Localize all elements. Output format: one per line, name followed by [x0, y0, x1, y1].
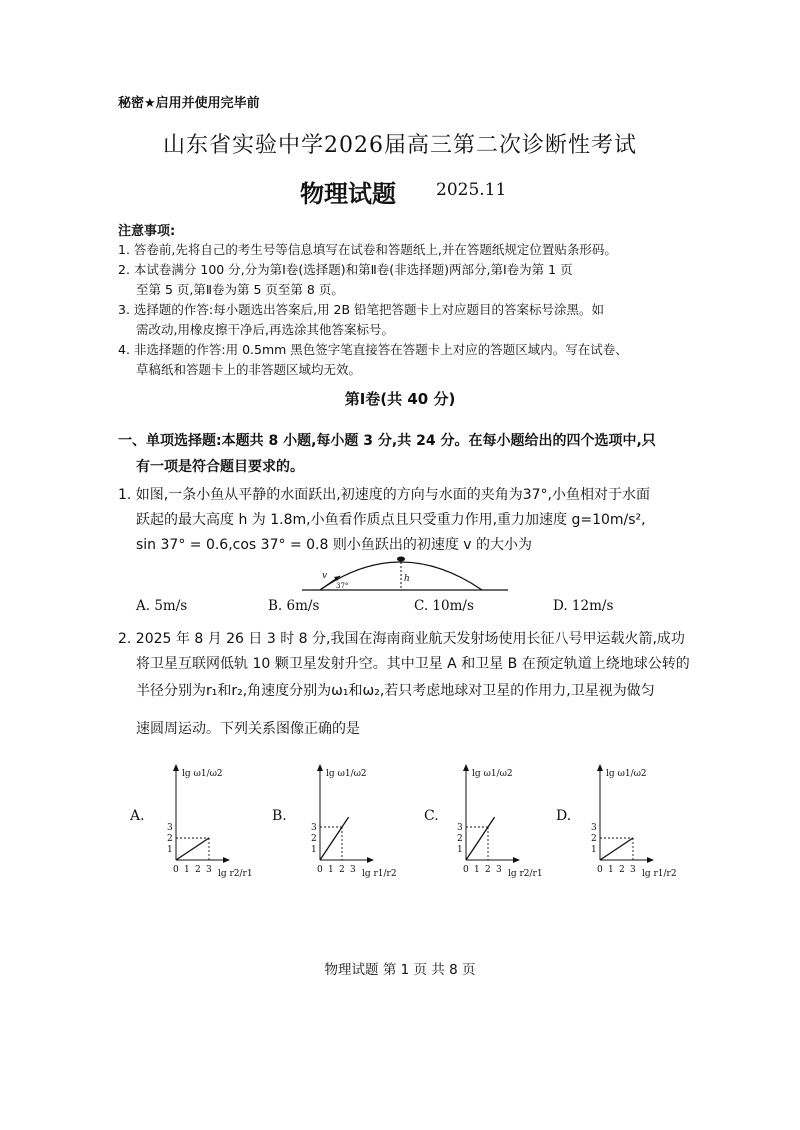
question-2-line-4: 速圆周运动。下列关系图像正确的是 — [136, 721, 360, 737]
x-axis-arrowhead — [367, 857, 374, 863]
x-tick-label: 0 — [317, 865, 323, 875]
height-label: h — [404, 574, 410, 584]
y-axis-label: lg ω1/ω2 — [182, 769, 223, 779]
q1-option-c: C. 10m/s — [414, 598, 474, 614]
y-tick-label: 3 — [591, 823, 597, 833]
confidential-label: 秘密★启用并使用完毕前 — [118, 96, 260, 111]
data-line — [466, 817, 495, 860]
note-3-cont: 需改动,用橡皮擦干净后,再选涂其他答案标号。 — [136, 322, 394, 337]
y-tick-label: 2 — [167, 834, 173, 844]
y-axis-label: lg ω1/ω2 — [606, 769, 647, 779]
graph-a — [156, 760, 278, 882]
x-tick-label: 0 — [173, 865, 179, 875]
x-tick-label: 1 — [474, 865, 480, 875]
question-1-line-1: 1. 如图,一条小鱼从平静的水面跃出,初速度的方向与水面的夹角为37°,小鱼相对于水面 — [118, 487, 650, 503]
data-line — [320, 817, 349, 860]
q2-option-a: A. — [130, 808, 145, 824]
note-1: 1. 答卷前,先将自己的考生号等信息填写在试卷和答题纸上,并在答题纸规定位置贴条形码。 — [118, 242, 617, 257]
q1-option-b: B. 6m/s — [268, 598, 320, 614]
subject-title: 物理试题 — [300, 179, 396, 208]
x-tick-label: 0 — [597, 865, 603, 875]
x-tick-label: 1 — [184, 865, 190, 875]
y-axis-arrowhead — [173, 764, 179, 771]
x-axis-arrowhead — [647, 857, 654, 863]
q2-option-d: D. — [556, 808, 572, 824]
y-tick-label: 1 — [167, 845, 173, 855]
x-tick-label: 1 — [328, 865, 334, 875]
x-tick-label: 2 — [195, 865, 201, 875]
y-tick-label: 1 — [591, 845, 597, 855]
x-axis-label: lg r2/r1 — [218, 869, 253, 879]
y-axis-arrowhead — [597, 764, 603, 771]
x-axis-label: lg r2/r1 — [508, 869, 543, 879]
data-line — [600, 838, 633, 860]
x-tick-label: 3 — [630, 865, 636, 875]
x-tick-label: 1 — [608, 865, 614, 875]
x-tick-label: 3 — [206, 865, 212, 875]
part-1-heading: 第Ⅰ卷(共 40 分) — [344, 390, 456, 408]
x-axis-label: lg r1/r2 — [642, 869, 677, 879]
fish-icon — [397, 557, 405, 562]
y-tick-label: 1 — [457, 845, 463, 855]
exam-title: 山东省实验中学2026届高三第二次诊断性考试 — [163, 133, 637, 158]
y-tick-label: 2 — [457, 834, 463, 844]
y-axis-label: lg ω1/ω2 — [472, 769, 513, 779]
y-axis-label: lg ω1/ω2 — [326, 769, 367, 779]
note-2: 2. 本试卷满分 100 分,分为第Ⅰ卷(选择题)和第Ⅱ卷(非选择题)两部分,第Ⅰ卷为第 1 页 — [118, 262, 573, 277]
exam-date: 2025.11 — [436, 180, 507, 200]
data-line — [176, 838, 209, 860]
x-tick-label: 3 — [496, 865, 502, 875]
note-2-cont: 至第 5 页,第Ⅱ卷为第 5 页至第 8 页。 — [136, 282, 344, 297]
x-axis-arrowhead — [513, 857, 520, 863]
graph-d — [580, 760, 702, 882]
y-tick-label: 3 — [457, 823, 463, 833]
question-2-line-3: 半径分别为r₁和r₂,角速度分别为ω₁和ω₂,若只考虑地球对卫星的作用力,卫星视为做匀 — [136, 683, 655, 699]
q1-option-d: D. 12m/s — [553, 598, 614, 614]
angle-label: 37° — [336, 582, 349, 590]
notes-heading: 注意事项: — [118, 224, 176, 239]
graph-b — [300, 760, 422, 882]
question-1-line-2: 跃起的最大高度 h 为 1.8m,小鱼看作质点且只受重力作用,重力加速度 g=10m/s², — [136, 512, 646, 528]
y-tick-label: 3 — [311, 823, 317, 833]
q1-option-a: A. 5m/s — [136, 598, 188, 614]
x-axis-arrowhead — [223, 857, 230, 863]
y-axis-arrowhead — [463, 764, 469, 771]
question-2-line-1: 2. 2025 年 8 月 26 日 3 时 8 分,我国在海南商业航天发射场使用长征八号甲运载火箭,成功 — [118, 631, 685, 647]
note-4: 4. 非选择题的作答:用 0.5mm 黑色签字笔直接答在答题卡上对应的答题区域内。写在试卷、 — [118, 342, 628, 357]
question-2-line-2: 将卫星互联网低轨 10 颗卫星发射升空。其中卫星 A 和卫星 B 在预定轨道上绕地球公转的 — [136, 656, 690, 672]
note-3: 3. 选择题的作答:每小题选出答案后,用 2B 铅笔把答题卡上对应题目的答案标号涂黑。如 — [118, 302, 605, 317]
x-tick-label: 2 — [619, 865, 625, 875]
section-1-heading-cont: 有一项是符合题目要求的。 — [136, 459, 304, 475]
section-1-heading: 一、单项选择题:本题共 8 小题,每小题 3 分,共 24 分。在每小题给出的四个选项中,只 — [118, 433, 656, 449]
fish-jump-figure — [300, 548, 510, 594]
x-tick-label: 2 — [339, 865, 345, 875]
x-axis-label: lg r1/r2 — [362, 869, 397, 879]
x-tick-label: 3 — [350, 865, 356, 875]
x-tick-label: 2 — [485, 865, 491, 875]
y-axis-arrowhead — [317, 764, 323, 771]
question-1-line-3: sin 37° = 0.6,cos 37° = 0.8 则小鱼跃出的初速度 v 的大小为 — [136, 537, 533, 553]
q2-option-b: B. — [272, 808, 287, 824]
x-tick-label: 0 — [463, 865, 469, 875]
note-4-cont: 草稿纸和答题卡上的非答题区域均无效。 — [136, 362, 362, 377]
velocity-label: v — [322, 571, 328, 581]
y-tick-label: 2 — [591, 834, 597, 844]
graph-c — [446, 760, 568, 882]
y-tick-label: 1 — [311, 845, 317, 855]
y-tick-label: 2 — [311, 834, 317, 844]
page-footer: 物理试题 第 1 页 共 8 页 — [324, 962, 476, 978]
q2-option-c: C. — [424, 808, 439, 824]
y-tick-label: 3 — [167, 823, 173, 833]
